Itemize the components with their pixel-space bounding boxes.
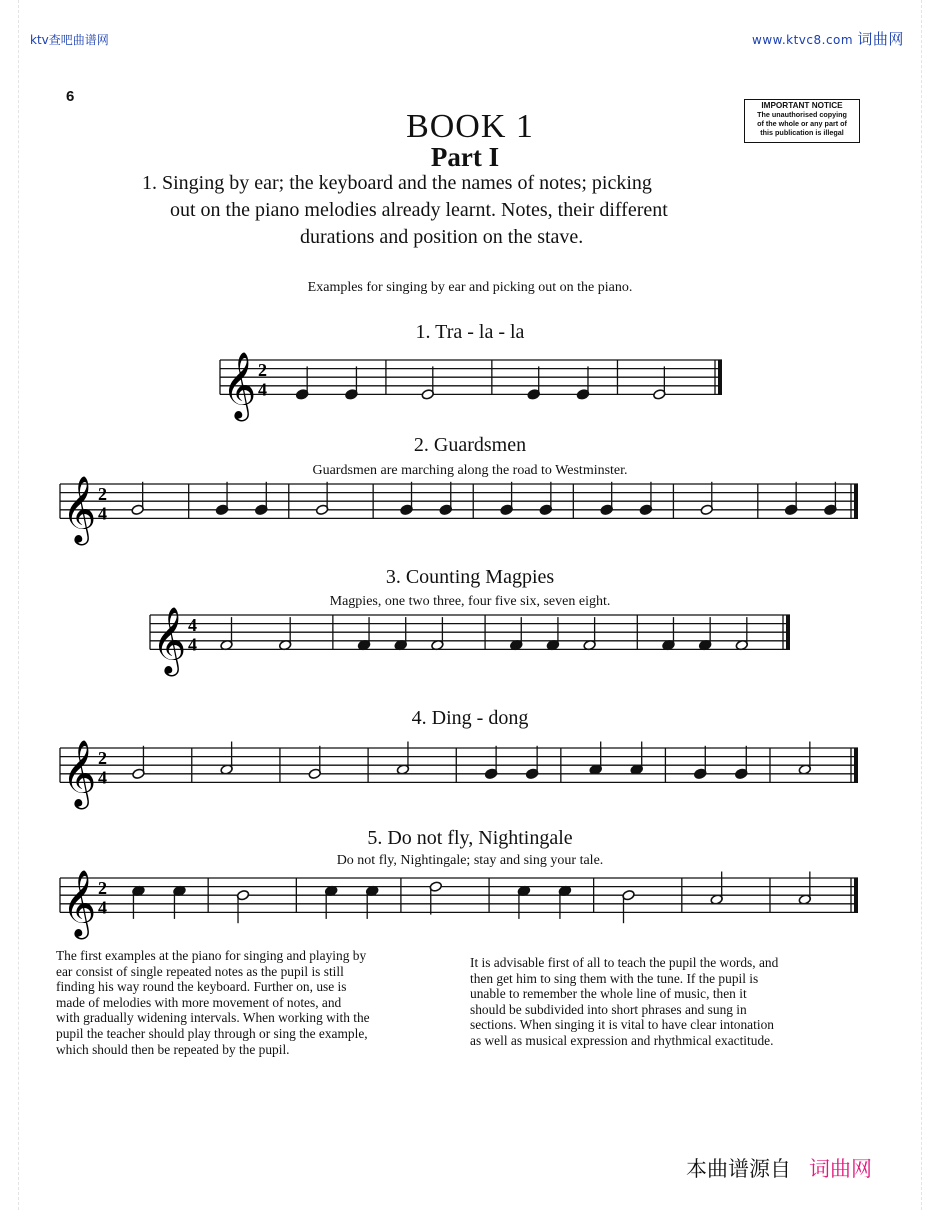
text-left-line-7: which should then be repeated by the pupil. <box>56 1041 290 1057</box>
section-heading-line-1: 1. Singing by ear; the keyboard and the names of notes; picking <box>142 172 652 194</box>
treble-clef-icon: 𝄞 <box>62 474 97 543</box>
text-left-line-1: The first examples at the piano for singing and playing by <box>56 948 367 963</box>
text-right-line-1: It is advisable first of all to teach the pupil the words, and <box>470 955 779 970</box>
quarter-note <box>366 885 379 919</box>
text-left-line-2: ear consist of single repeated notes as the pupil is still <box>56 963 344 979</box>
quarter-note <box>325 885 338 919</box>
time-signature-bottom: 4 <box>98 897 107 918</box>
final-bar-thick <box>854 878 858 912</box>
part-title: Part I <box>430 142 500 172</box>
text-left-line-5: with gradually widening intervals. When working with the <box>56 1010 370 1026</box>
time-signature-bottom: 4 <box>188 634 197 655</box>
time-signature-top: 2 <box>98 878 107 899</box>
time-signature-top: 2 <box>98 484 107 505</box>
lyric-5: Do not fly, Nightingale; stay and sing your tale. <box>336 853 604 868</box>
half-note <box>236 890 249 924</box>
page-number: 6 <box>66 88 75 105</box>
text-right-line-4: should be subdivided into short phrases and sung in <box>470 1001 747 1017</box>
treble-clef-icon: 𝄞 <box>62 868 97 937</box>
text-left-line-4: made of melodies with more movement of notes, and <box>56 994 342 1010</box>
piece-title-4: 4. Ding - dong <box>411 707 529 729</box>
text-right-line-3: unable to remember the whole line of music, then it <box>470 986 747 1002</box>
intro-text: Examples for singing by ear and picking out on the piano. <box>307 280 633 295</box>
section-heading-line-3: durations and position on the stave. <box>300 226 584 248</box>
footer-source-label: 本曲谱源自 <box>686 1157 791 1181</box>
watermark-url: www.ktvc8.com <box>752 33 854 47</box>
lyric-2: Guardsmen are marching along the road to Westminster. <box>312 463 628 478</box>
half-note <box>798 872 811 906</box>
text-column-right <box>470 955 856 1049</box>
text-right-line-5: sections. When singing it is vital to have clear intonation <box>470 1017 774 1033</box>
half-note <box>710 872 723 906</box>
footer-source-name: 词曲网 <box>809 1157 872 1181</box>
half-note <box>429 881 442 915</box>
text-column-left <box>56 948 438 1057</box>
quarter-note <box>517 885 530 919</box>
time-signature-bottom: 4 <box>98 767 107 788</box>
text-right-line-2: then get him to sing them with the tune. If the pupil is <box>470 970 759 986</box>
watermark-left: ktv查吧曲谱网 <box>30 33 109 47</box>
piece-title-2: 2. Guardsmen <box>413 434 527 456</box>
half-note <box>622 890 635 924</box>
quarter-note <box>173 885 186 919</box>
book-title: BOOK 1 <box>406 108 534 145</box>
section-heading-line-2: out on the piano melodies already learnt. Notes, their different <box>170 199 668 221</box>
lyric-3: Magpies, one two three, four five six, seven eight. <box>329 594 611 609</box>
time-signature-bottom: 4 <box>258 379 267 400</box>
quarter-note <box>558 885 571 919</box>
time-signature-top: 2 <box>258 360 267 381</box>
time-signature-top: 2 <box>98 748 107 769</box>
notice-line-2: of the whole or any part of <box>757 119 847 128</box>
notice-line-3: this publication is illegal <box>760 128 844 137</box>
text-left-line-6: pupil the teacher should play through or sing the example, <box>56 1025 368 1041</box>
watermark-cn: 词曲网 <box>857 30 904 48</box>
time-signature-bottom: 4 <box>98 503 107 524</box>
quarter-note <box>132 885 145 919</box>
text-left-line-3: finding his way round the keyboard. Further on, use is <box>56 979 347 995</box>
text-right-line-6: as well as musical expression and rhythmical exactitude. <box>470 1032 774 1048</box>
treble-clef-icon: 𝄞 <box>222 350 257 419</box>
treble-clef-icon: 𝄞 <box>62 738 97 807</box>
notice-title: IMPORTANT NOTICE <box>761 101 843 110</box>
notice-line-1: The unauthorised copying <box>757 110 847 119</box>
time-signature-top: 4 <box>188 615 197 636</box>
piece-title-1: 1. Tra - la - la <box>415 321 525 343</box>
treble-clef-icon: 𝄞 <box>152 605 187 674</box>
piece-title-5: 5. Do not fly, Nightingale <box>367 827 573 849</box>
piece-title-3: 3. Counting Magpies <box>385 566 555 588</box>
footer-source <box>686 1153 872 1183</box>
